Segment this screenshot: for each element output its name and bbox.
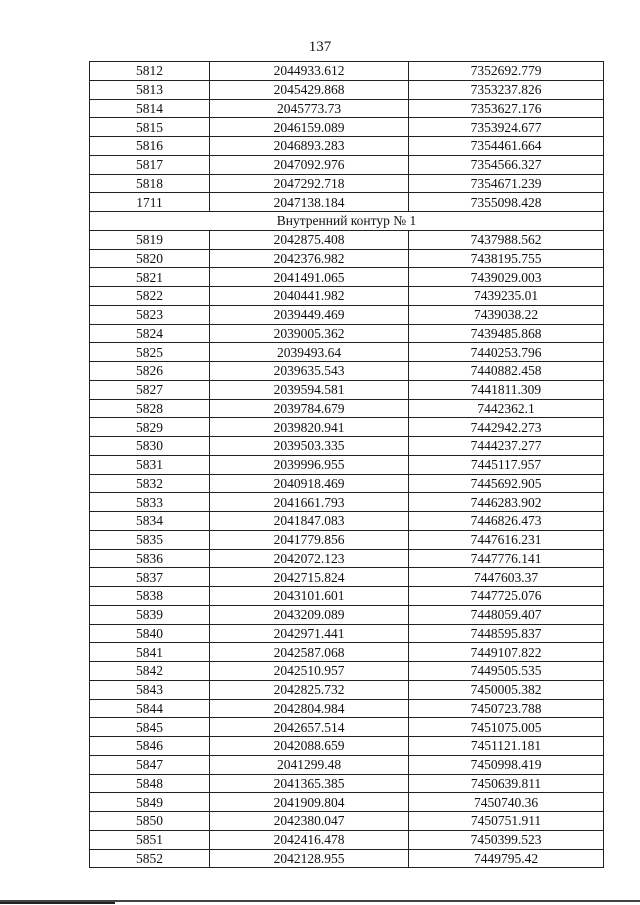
table-row — [90, 249, 604, 268]
point-number-cell: 5850 — [90, 812, 210, 831]
x-coordinate-cell: 2046159.089 — [210, 118, 409, 137]
y-coordinate-cell: 7352692.779 — [409, 62, 604, 81]
y-coordinate-cell: 7439485.868 — [409, 324, 604, 343]
x-coordinate-cell: 2042657.514 — [210, 718, 409, 737]
y-coordinate-cell: 7450639.811 — [409, 774, 604, 793]
x-coordinate-cell: 2047292.718 — [210, 174, 409, 193]
y-coordinate-cell: 7447603.37 — [409, 568, 604, 587]
y-coordinate-cell: 7449107.822 — [409, 643, 604, 662]
table-row — [90, 512, 604, 531]
y-coordinate-cell: 7442362.1 — [409, 399, 604, 418]
point-number-cell: 5815 — [90, 118, 210, 137]
point-number-cell: 5834 — [90, 512, 210, 531]
point-number-cell: 5822 — [90, 287, 210, 306]
point-number-cell: 5828 — [90, 399, 210, 418]
x-coordinate-cell: 2039005.362 — [210, 324, 409, 343]
point-number-cell: 5812 — [90, 62, 210, 81]
point-number-cell: 5843 — [90, 680, 210, 699]
y-coordinate-cell: 7353924.677 — [409, 118, 604, 137]
table-row — [90, 849, 604, 868]
section-heading: Внутренний контур № 1 — [90, 212, 604, 231]
y-coordinate-cell: 7451075.005 — [409, 718, 604, 737]
y-coordinate-cell: 7354461.664 — [409, 137, 604, 156]
table-row — [90, 174, 604, 193]
x-coordinate-cell: 2042715.824 — [210, 568, 409, 587]
y-coordinate-cell: 7449505.535 — [409, 662, 604, 681]
table-row — [90, 830, 604, 849]
point-number-cell: 5823 — [90, 305, 210, 324]
x-coordinate-cell: 2039493.64 — [210, 343, 409, 362]
y-coordinate-cell: 7437988.562 — [409, 230, 604, 249]
table-row — [90, 230, 604, 249]
x-coordinate-cell: 2045773.73 — [210, 99, 409, 118]
x-coordinate-cell: 2041661.793 — [210, 493, 409, 512]
x-coordinate-cell: 2041909.804 — [210, 793, 409, 812]
table-row — [90, 362, 604, 381]
point-number-cell: 5819 — [90, 230, 210, 249]
y-coordinate-cell: 7450723.788 — [409, 699, 604, 718]
table-row — [90, 624, 604, 643]
x-coordinate-cell: 2040918.469 — [210, 474, 409, 493]
y-coordinate-cell: 7444237.277 — [409, 437, 604, 456]
table-row — [90, 118, 604, 137]
y-coordinate-cell: 7445117.957 — [409, 455, 604, 474]
table-row — [90, 699, 604, 718]
x-coordinate-cell: 2043101.601 — [210, 587, 409, 606]
x-coordinate-cell: 2039635.543 — [210, 362, 409, 381]
page-number: 137 — [308, 39, 332, 55]
y-coordinate-cell: 7439038.22 — [409, 305, 604, 324]
point-number-cell: 5851 — [90, 830, 210, 849]
y-coordinate-cell: 7353237.826 — [409, 80, 604, 99]
table-row — [90, 193, 604, 212]
x-coordinate-cell: 2042072.123 — [210, 549, 409, 568]
y-coordinate-cell: 7445692.905 — [409, 474, 604, 493]
y-coordinate-cell: 7446283.902 — [409, 493, 604, 512]
y-coordinate-cell: 7447776.141 — [409, 549, 604, 568]
table-row — [90, 99, 604, 118]
table-row — [90, 474, 604, 493]
point-number-cell: 5841 — [90, 643, 210, 662]
x-coordinate-cell: 2039594.581 — [210, 380, 409, 399]
table-row — [90, 793, 604, 812]
y-coordinate-cell: 7450998.419 — [409, 755, 604, 774]
y-coordinate-cell: 7446826.473 — [409, 512, 604, 531]
point-number-cell: 5837 — [90, 568, 210, 587]
x-coordinate-cell: 2045429.868 — [210, 80, 409, 99]
point-number-cell: 5845 — [90, 718, 210, 737]
point-number-cell: 5849 — [90, 793, 210, 812]
y-coordinate-cell: 7442942.273 — [409, 418, 604, 437]
x-coordinate-cell: 2041847.083 — [210, 512, 409, 531]
table-row — [90, 530, 604, 549]
y-coordinate-cell: 7450005.382 — [409, 680, 604, 699]
table-row — [90, 305, 604, 324]
table-row — [90, 680, 604, 699]
y-coordinate-cell: 7448595.837 — [409, 624, 604, 643]
point-number-cell: 5829 — [90, 418, 210, 437]
x-coordinate-cell: 2040441.982 — [210, 287, 409, 306]
x-coordinate-cell: 2042971.441 — [210, 624, 409, 643]
table-row — [90, 62, 604, 81]
table-body-before-heading — [90, 62, 604, 212]
point-number-cell: 5826 — [90, 362, 210, 381]
y-coordinate-cell: 7439029.003 — [409, 268, 604, 287]
table-row — [90, 587, 604, 606]
x-coordinate-cell: 2039996.955 — [210, 455, 409, 474]
y-coordinate-cell: 7450751.911 — [409, 812, 604, 831]
table-row — [90, 324, 604, 343]
table-row — [90, 568, 604, 587]
x-coordinate-cell: 2042376.982 — [210, 249, 409, 268]
point-number-cell: 5847 — [90, 755, 210, 774]
x-coordinate-cell: 2042380.047 — [210, 812, 409, 831]
x-coordinate-cell: 2042128.955 — [210, 849, 409, 868]
table-row — [90, 455, 604, 474]
x-coordinate-cell: 2047092.976 — [210, 155, 409, 174]
point-number-cell: 5824 — [90, 324, 210, 343]
point-number-cell: 5833 — [90, 493, 210, 512]
point-number-cell: 5836 — [90, 549, 210, 568]
point-number-cell: 5827 — [90, 380, 210, 399]
y-coordinate-cell: 7354566.327 — [409, 155, 604, 174]
y-coordinate-cell: 7447616.231 — [409, 530, 604, 549]
x-coordinate-cell: 2041491.065 — [210, 268, 409, 287]
table-row — [90, 137, 604, 156]
table-row — [90, 418, 604, 437]
table-row — [90, 155, 604, 174]
table-row — [90, 812, 604, 831]
x-coordinate-cell: 2042587.068 — [210, 643, 409, 662]
x-coordinate-cell: 2039784.679 — [210, 399, 409, 418]
table-row — [90, 380, 604, 399]
table-row — [90, 549, 604, 568]
x-coordinate-cell: 2041779.856 — [210, 530, 409, 549]
section-heading-body — [90, 212, 604, 231]
x-coordinate-cell: 2042088.659 — [210, 737, 409, 756]
table-row — [90, 80, 604, 99]
x-coordinate-cell: 2041365.385 — [210, 774, 409, 793]
table-row — [90, 399, 604, 418]
table-row — [90, 662, 604, 681]
table-row — [90, 493, 604, 512]
point-number-cell: 5838 — [90, 587, 210, 606]
y-coordinate-cell: 7439235.01 — [409, 287, 604, 306]
point-number-cell: 5835 — [90, 530, 210, 549]
y-coordinate-cell: 7438195.755 — [409, 249, 604, 268]
y-coordinate-cell: 7450740.36 — [409, 793, 604, 812]
point-number-cell: 5813 — [90, 80, 210, 99]
x-coordinate-cell: 2042510.957 — [210, 662, 409, 681]
y-coordinate-cell: 7440882.458 — [409, 362, 604, 381]
x-coordinate-cell: 2041299.48 — [210, 755, 409, 774]
point-number-cell: 5825 — [90, 343, 210, 362]
y-coordinate-cell: 7353627.176 — [409, 99, 604, 118]
point-number-cell: 5821 — [90, 268, 210, 287]
point-number-cell: 5820 — [90, 249, 210, 268]
table-row — [90, 287, 604, 306]
point-number-cell: 5844 — [90, 699, 210, 718]
point-number-cell: 5816 — [90, 137, 210, 156]
point-number-cell: 5842 — [90, 662, 210, 681]
point-number-cell: 1711 — [90, 193, 210, 212]
table-row — [90, 643, 604, 662]
y-coordinate-cell: 7449795.42 — [409, 849, 604, 868]
coordinates-table — [89, 61, 604, 868]
point-number-cell: 5848 — [90, 774, 210, 793]
y-coordinate-cell: 7450399.523 — [409, 830, 604, 849]
x-coordinate-cell: 2039820.941 — [210, 418, 409, 437]
x-coordinate-cell: 2042804.984 — [210, 699, 409, 718]
x-coordinate-cell: 2042416.478 — [210, 830, 409, 849]
y-coordinate-cell: 7451121.181 — [409, 737, 604, 756]
point-number-cell: 5831 — [90, 455, 210, 474]
table-row — [90, 437, 604, 456]
y-coordinate-cell: 7440253.796 — [409, 343, 604, 362]
y-coordinate-cell: 7354671.239 — [409, 174, 604, 193]
point-number-cell: 5840 — [90, 624, 210, 643]
point-number-cell: 5818 — [90, 174, 210, 193]
y-coordinate-cell: 7448059.407 — [409, 605, 604, 624]
point-number-cell: 5846 — [90, 737, 210, 756]
x-coordinate-cell: 2044933.612 — [210, 62, 409, 81]
table-row — [90, 774, 604, 793]
section-heading-row — [90, 212, 604, 231]
table-row — [90, 718, 604, 737]
y-coordinate-cell: 7355098.428 — [409, 193, 604, 212]
point-number-cell: 5817 — [90, 155, 210, 174]
x-coordinate-cell: 2043209.089 — [210, 605, 409, 624]
x-coordinate-cell: 2042875.408 — [210, 230, 409, 249]
point-number-cell: 5814 — [90, 99, 210, 118]
table-row — [90, 605, 604, 624]
y-coordinate-cell: 7441811.309 — [409, 380, 604, 399]
x-coordinate-cell: 2046893.283 — [210, 137, 409, 156]
point-number-cell: 5852 — [90, 849, 210, 868]
table-row — [90, 737, 604, 756]
table-body-after-heading — [90, 230, 604, 868]
table-row — [90, 343, 604, 362]
bottom-rule-short — [0, 902, 115, 904]
x-coordinate-cell: 2039503.335 — [210, 437, 409, 456]
point-number-cell: 5832 — [90, 474, 210, 493]
point-number-cell: 5830 — [90, 437, 210, 456]
x-coordinate-cell: 2042825.732 — [210, 680, 409, 699]
point-number-cell: 5839 — [90, 605, 210, 624]
table-row — [90, 268, 604, 287]
y-coordinate-cell: 7447725.076 — [409, 587, 604, 606]
table-row — [90, 755, 604, 774]
x-coordinate-cell: 2039449.469 — [210, 305, 409, 324]
x-coordinate-cell: 2047138.184 — [210, 193, 409, 212]
